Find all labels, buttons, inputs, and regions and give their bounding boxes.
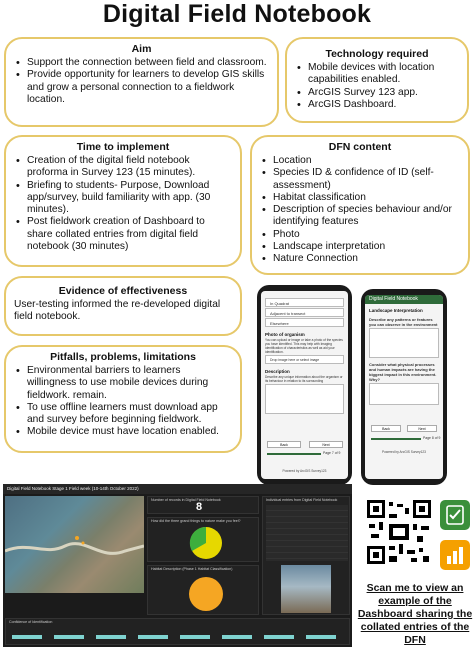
evidence-text: User-testing informed the re-developed digital field notebook.	[14, 299, 221, 323]
section-heading: Landscape Interpretation	[369, 308, 423, 313]
dashboard-screenshot	[3, 484, 352, 647]
records-count: 8	[196, 501, 203, 513]
photo-label: Photo of organism	[265, 332, 305, 337]
phone-screen	[365, 295, 443, 479]
dfn-item: • Location	[260, 155, 460, 167]
phone-screen	[261, 291, 348, 479]
dashboard-header: Digital Field Notebook Stage 1 Field week (10-14th October 2022)	[3, 484, 352, 494]
time-heading: Time to implement	[76, 141, 170, 153]
technology-heading: Technology required	[325, 48, 429, 60]
technology-item: • Mobile devices with location capabilities enabled.	[295, 62, 459, 87]
evidence-card	[4, 276, 242, 336]
description-help: Describe any unique information about the organism or its behaviour in relation to its surrounding	[265, 375, 343, 383]
confidence-bars	[12, 635, 342, 639]
survey-title-bar: Digital Field Notebook	[365, 295, 443, 304]
survey123-app-icon	[440, 500, 470, 530]
dfn-item: • Habitat classification	[260, 192, 460, 204]
evidence-heading: Evidence of effectiveness	[58, 285, 188, 297]
dfn-item: • Landscape interpretation	[260, 241, 460, 253]
pitfalls-item: • To use offline learners must download app and survey before beginning fieldwork.	[14, 402, 232, 427]
time-item: • Post fieldwork creation of Dashboard to share collated entries from digital field notebook (30 minutes)	[14, 216, 232, 253]
time-item: • Briefing to students- Purpose, Download app/survey, build familiarity with app. (30 minutes).	[14, 180, 232, 217]
feelings-pie-panel: How did the three grand things to nature make you feel?	[147, 517, 259, 562]
powered-by: Powered by ArcGIS Survey123	[282, 469, 327, 473]
entry-photo	[281, 565, 331, 613]
description-label: Description	[265, 369, 290, 374]
time-item: • Creation of the digital field notebook proforma in Survey 123 (15 minutes).	[14, 155, 232, 180]
powered-by: Powered by ArcGIS Survey123	[382, 450, 426, 454]
habitat-pie-chart	[186, 574, 226, 614]
records-count-panel: Number of records in Digital Field Notebook 8	[147, 496, 259, 514]
dfn-heading: DFN content	[328, 141, 392, 153]
technology-item: • ArcGIS Survey 123 app.	[295, 87, 459, 99]
back-button[interactable]: Back	[267, 441, 301, 448]
back-button[interactable]: Back	[371, 425, 401, 432]
map-coastline	[5, 496, 144, 593]
technology-item: • ArcGIS Dashboard.	[295, 99, 459, 111]
option-elsewhere[interactable]: Elsewhere	[265, 318, 344, 327]
photo-drop-field[interactable]: Drop image here or select image	[265, 355, 344, 364]
photo-help: You can upload or image or take a photo of the species you have identified. This may help with Imaging identification of characteristics as well as aid your identification.	[265, 338, 343, 354]
confidence-panel: Confidence of Identification	[5, 618, 350, 645]
phone-mockup-survey	[257, 285, 352, 485]
habitat-pie-panel: Habitat Description (Phase 1 Habitat Classification)	[147, 565, 259, 615]
checklist-icon	[440, 500, 470, 530]
next-button[interactable]: Next	[407, 425, 437, 432]
pitfalls-item: • Mobile device must have location enabled.	[14, 426, 232, 438]
scan-instructions: Scan me to view an example of the Dashboard sharing the collated entries of the DFN	[357, 582, 473, 646]
aim-card	[4, 37, 279, 127]
gauge-chart-icon	[440, 540, 470, 570]
pitfalls-item: • Environmental barriers to learners willingness to use mobile devices during fieldwork. remain.	[14, 365, 232, 402]
dfn-card	[250, 135, 470, 275]
page-indicator: Page 7 of 9	[323, 451, 341, 455]
time-card	[4, 135, 242, 267]
dfn-item: • Nature Connection	[260, 253, 460, 265]
processes-input[interactable]	[369, 383, 439, 405]
aim-heading: Aim	[131, 43, 152, 55]
option-adjacent[interactable]: Adjacent to transect	[265, 308, 344, 317]
dfn-item: • Photo	[260, 229, 460, 241]
pitfalls-card	[4, 345, 242, 453]
qr-code-icon	[367, 500, 431, 564]
description-input[interactable]	[265, 384, 344, 414]
next-button[interactable]: Next	[309, 441, 343, 448]
dashboard-map[interactable]	[5, 496, 144, 593]
entries-table-panel: Individual entries from Digital Field Notebook	[262, 496, 350, 615]
aim-item: • Provide opportunity for learners to develop GIS skills and grow a personal connection to a fieldwork location.	[14, 69, 269, 106]
qr-code[interactable]	[367, 500, 431, 564]
entries-table[interactable]	[266, 505, 348, 561]
page-indicator: Page 8 of 9	[423, 436, 441, 440]
option-in-quadrat[interactable]: In Quadrat	[265, 298, 344, 307]
patterns-input[interactable]	[369, 328, 439, 358]
feelings-pie-chart	[186, 525, 226, 561]
question-patterns: Describe any patterns or features you can observe in the environment	[369, 317, 438, 327]
pitfalls-heading: Pitfalls, problems, limitations	[50, 351, 196, 363]
dashboard-app-icon	[440, 540, 470, 570]
dfn-item: • Description of species behaviour and/or identifying features	[260, 204, 460, 229]
progress-bar	[371, 438, 421, 440]
aim-item: • Support the connection between field and classroom.	[14, 57, 269, 69]
dfn-item: • Species ID & confidence of ID (self-assessment)	[260, 167, 460, 192]
page-title: Digital Field Notebook	[102, 0, 372, 28]
progress-bar	[267, 453, 321, 455]
phone-mockup-landscape	[361, 289, 447, 485]
technology-card	[285, 37, 469, 123]
question-processes: Consider what physical processes and human impacts are having the biggest impact in this environment. Why?	[369, 362, 437, 382]
